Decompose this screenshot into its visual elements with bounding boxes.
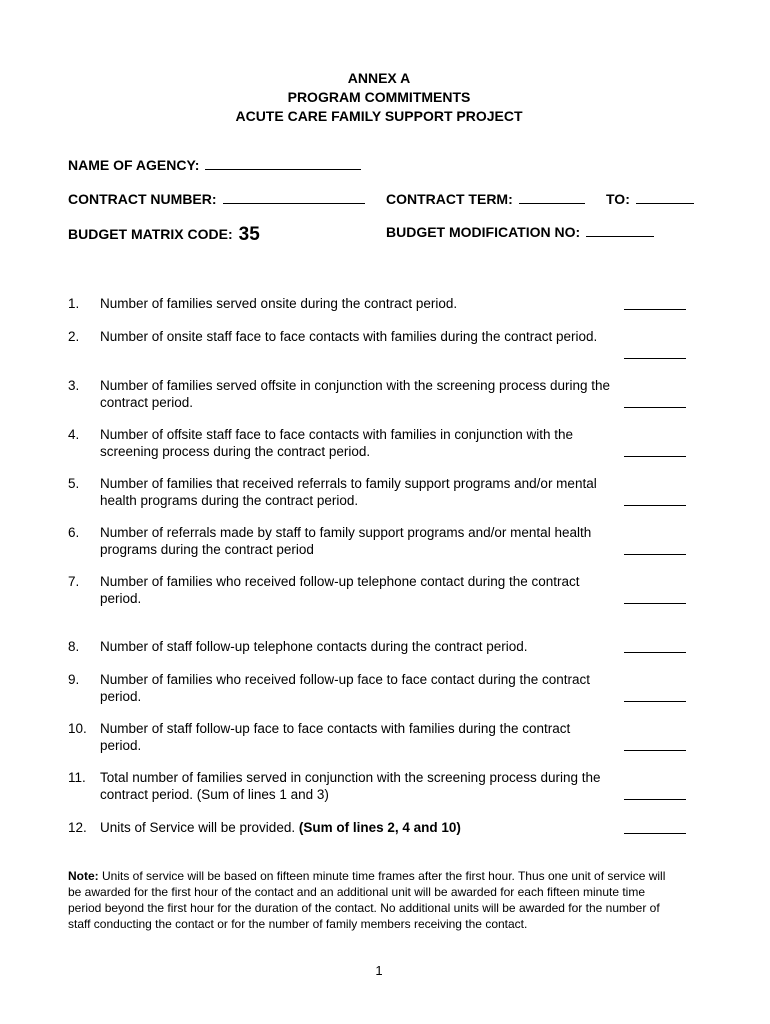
commitment-item-7 [68,573,688,609]
contract-term-field [386,191,585,207]
item-number: 4. [68,427,80,442]
item-text: Number of onsite staff face to face contacts with families during the contract period. [100,329,598,344]
item-entry-line[interactable] [624,750,686,751]
item-text: Number of families served onsite during the contract period. [100,296,458,311]
item-text: Number of families that received referrals to family support programs and/or mental health programs during the contract period. [100,476,597,508]
agency-field [68,157,361,173]
contract-number-blank[interactable] [223,191,365,204]
item-entry-line[interactable] [624,833,686,834]
agency-blank[interactable] [205,157,361,170]
contract-term-blank[interactable] [519,191,585,204]
item-text: Number of families served offsite in conjunction with the screening process during the contract period. [100,378,611,410]
page-number: 1 [375,963,383,978]
item-entry-line[interactable] [624,554,686,555]
contract-number-field [68,191,365,207]
budget-modification-blank[interactable] [586,224,654,237]
commitment-item-6 [68,524,688,560]
item-number: 10. [68,721,87,736]
title-project-name: ACUTE CARE FAMILY SUPPORT PROJECT [235,108,523,124]
commitment-item-8 [68,638,688,656]
item-number: 9. [68,672,80,687]
item-entry-line[interactable] [624,701,686,702]
commitment-item-2 [68,328,688,364]
commitment-item-1 [68,295,688,313]
to-field [606,191,694,207]
item-number: 8. [68,639,80,654]
title-program-commitments: PROGRAM COMMITMENTS [287,89,471,105]
budget-modification-label: BUDGET MODIFICATION NO: [386,224,581,240]
item-text: Number of families who received follow-up telephone contact during the contract period. [100,574,580,606]
item-text: Number of families who received follow-up face to face contact during the contract period. [100,672,590,704]
document-title [0,69,758,126]
item-number: 1. [68,296,80,311]
title-annex: ANNEX A [347,70,411,86]
item-number: 2. [68,329,80,344]
item-text: Total number of families served in conjunction with the screening process during the contract period. (Sum of lines 1 and 3) [100,770,601,802]
item-entry-line[interactable] [624,309,686,310]
contract-term-label: CONTRACT TERM: [386,191,513,207]
units-of-service-note [68,868,678,932]
commitment-item-3 [68,377,688,413]
to-label: TO: [606,191,630,207]
item-entry-line[interactable] [624,652,686,653]
item-text: Number of staff follow-up face to face contacts with families during the contract period. [100,721,571,753]
item-entry-line[interactable] [624,456,686,457]
commitment-item-5 [68,475,688,511]
item-number: 5. [68,476,80,491]
item-text: Number of staff follow-up telephone contacts during the contract period. [100,639,528,654]
commitment-item-11 [68,769,688,805]
note-text: Units of service will be based on fifteen minute time frames after the first hour. Thus one unit of service will be awarded for the first hour of the contact and an additional unit will be awarded for each fifteen minute time period beyond the first hour for the duration of the contact. No additional units will be awarded for the number of staff conducting the contact or for the number of family members receiving the contact. [68,869,666,931]
item-entry-line[interactable] [624,505,686,506]
item-text: Units of Service will be provided. (Sum of lines 2, 4 and 10) [100,820,461,835]
item-text: Number of offsite staff face to face contacts with families in conjunction with the screening process during the contract period. [100,427,573,459]
budget-matrix-field [68,226,260,243]
to-blank[interactable] [636,191,694,204]
contract-number-label: CONTRACT NUMBER: [68,191,217,207]
budget-matrix-label: BUDGET MATRIX CODE: [68,226,233,242]
item-number: 11. [68,770,86,785]
commitment-item-10 [68,720,688,756]
budget-matrix-value: 35 [238,224,260,245]
item-entry-line[interactable] [624,603,686,604]
item-entry-line[interactable] [624,358,686,359]
commitment-item-4 [68,426,688,462]
item-number: 7. [68,574,80,589]
commitment-item-9 [68,671,688,707]
budget-modification-field [386,224,654,240]
note-label: Note: [68,869,99,883]
item-entry-line[interactable] [624,407,686,408]
item-number: 3. [68,378,80,393]
item-number: 12. [68,820,87,835]
item-entry-line[interactable] [624,799,686,800]
commitment-item-12 [68,819,688,837]
item-text: Number of referrals made by staff to family support programs and/or mental health programs during the contract period [100,525,592,557]
item-number: 6. [68,525,80,540]
agency-label: NAME OF AGENCY: [68,157,200,173]
